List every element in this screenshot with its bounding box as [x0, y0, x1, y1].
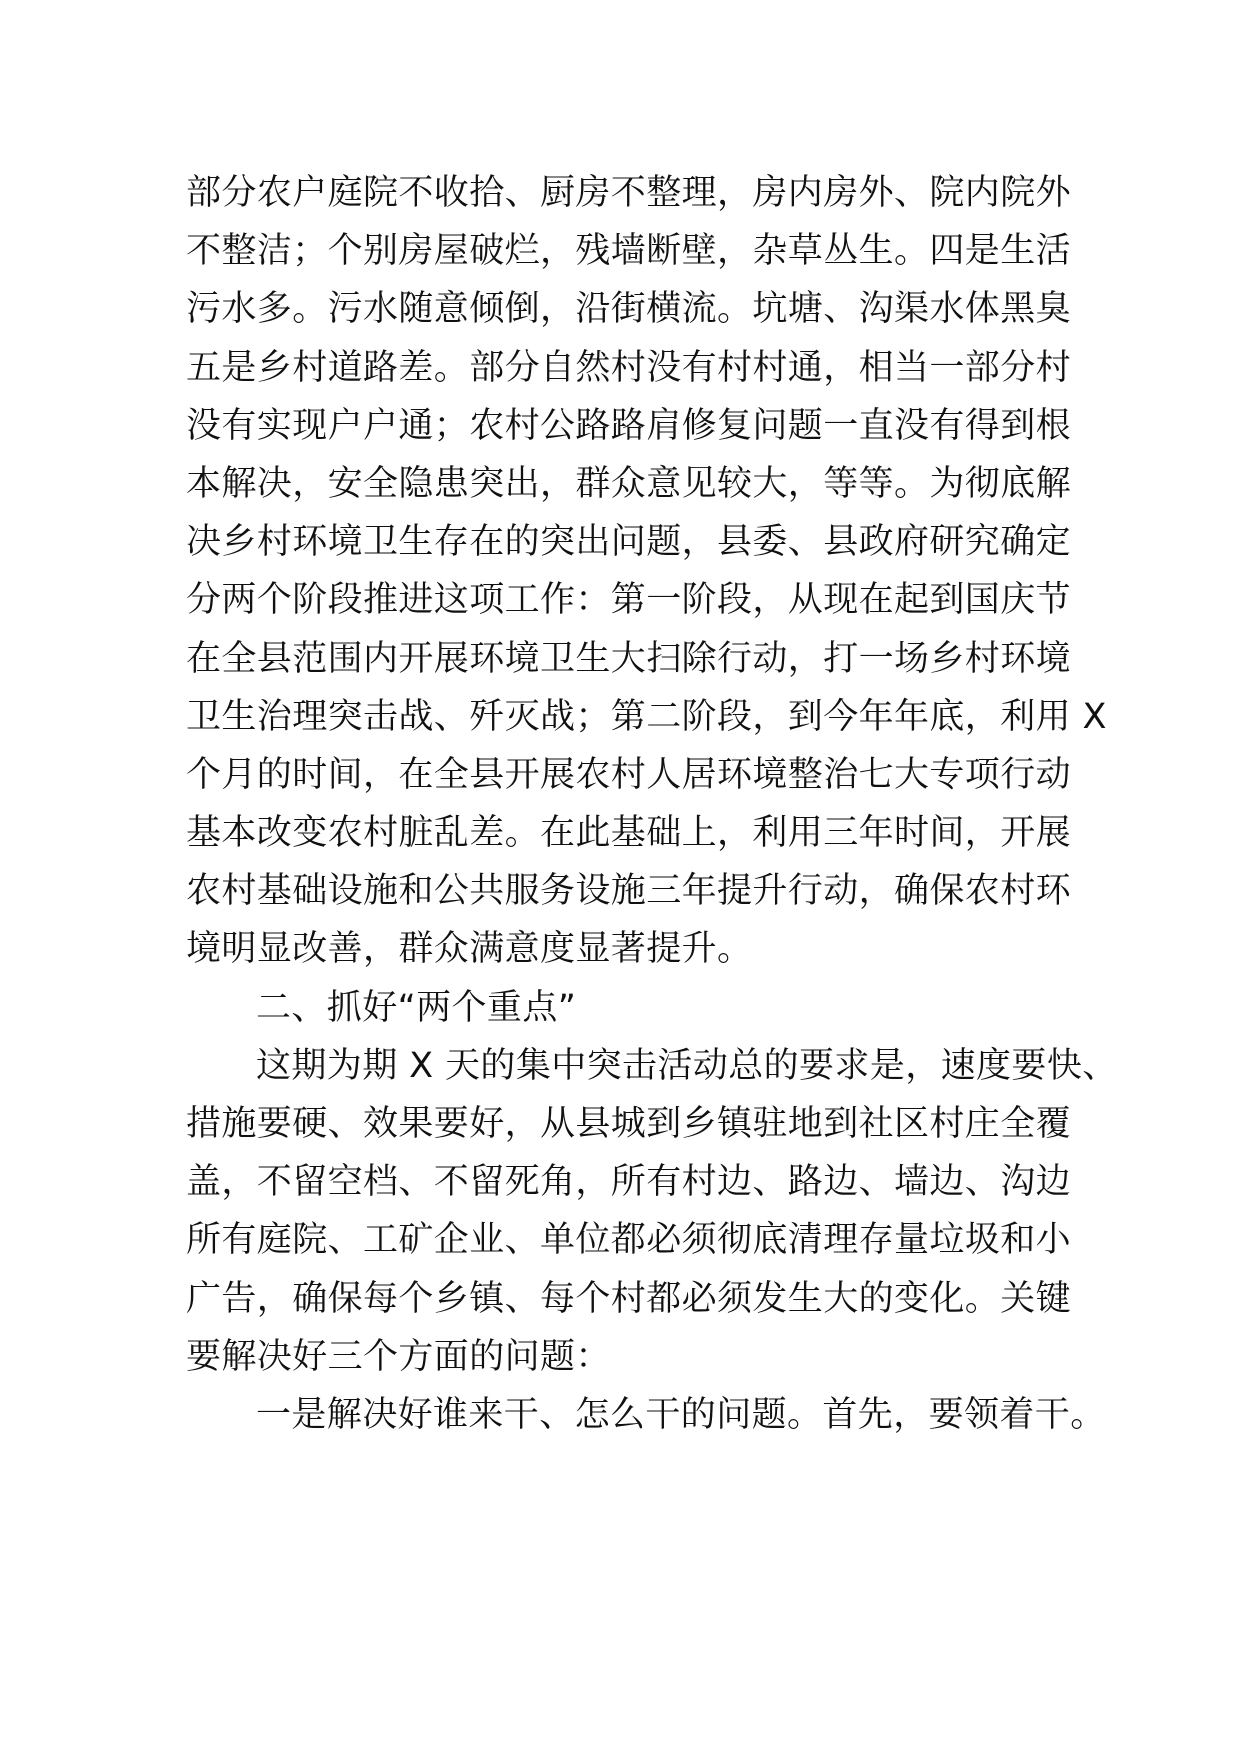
text-line: 在全县范围内开展环境卫生大扫除行动，打一场乡村环境: [186, 638, 1072, 679]
text-line: 农村基础设施和公共服务设施三年提升行动，确保农村环: [186, 871, 1072, 912]
text-line: 措施要硬、效果要好，从县城到乡镇驻地到社区村庄全覆: [186, 1104, 1072, 1144]
paragraph-start-line: 一是解决好谁来干、怎么干的问题。首先，要领着干。: [256, 1394, 1106, 1435]
text-line: 要解决好三个方面的问题：: [186, 1336, 611, 1377]
text-line: 分两个阶段推进这项工作：第一阶段，从现在起到国庆节: [186, 580, 1072, 621]
text-line: 本解决，安全隐患突出，群众意见较大，等等。为彻底解: [186, 463, 1072, 504]
paragraph-start-line: 二、抓好“两个重点”: [256, 987, 577, 1028]
text-line: 污水多。污水随意倾倒，沿街横流。坑塘、沟渠水体黑臭: [186, 289, 1072, 330]
text-line: 部分农户庭院不收拾、厨房不整理，房内房外、院内院外: [186, 173, 1072, 213]
text-line: 盖，不留空档、不留死角，所有村边、路边、墙边、沟边: [186, 1162, 1072, 1203]
paragraph-start-line: 这期为期 X 天的集中突击活动总的要求是，速度要快、: [256, 1045, 1118, 1086]
text-line: 境明显改善，群众满意度显著提升。: [186, 929, 753, 970]
text-line: 个月的时间，在全县开展农村人居环境整治七大专项行动: [186, 754, 1072, 795]
text-line: 决乡村环境卫生存在的突出问题，县委、县政府研究确定: [186, 522, 1072, 563]
text-line: 没有实现户户通；农村公路路肩修复问题一直没有得到根: [186, 405, 1072, 446]
text-line: 五是乡村道路差。部分自然村没有村村通，相当一部分村: [186, 347, 1072, 388]
text-line: 广告，确保每个乡镇、每个村都必须发生大的变化。关键: [186, 1278, 1072, 1319]
document-body: [186, 164, 1118, 1444]
text-line: 基本改变农村脏乱差。在此基础上，利用三年时间，开展: [186, 813, 1072, 854]
text-line: 不整洁；个别房屋破烂，残墙断壁，杂草丛生。四是生活: [186, 231, 1072, 272]
text-line: 卫生治理突击战、歼灭战；第二阶段，到今年年底，利用 X: [186, 696, 1107, 737]
text-line: 所有庭院、工矿企业、单位都必须彻底清理存量垃圾和小: [186, 1220, 1072, 1261]
